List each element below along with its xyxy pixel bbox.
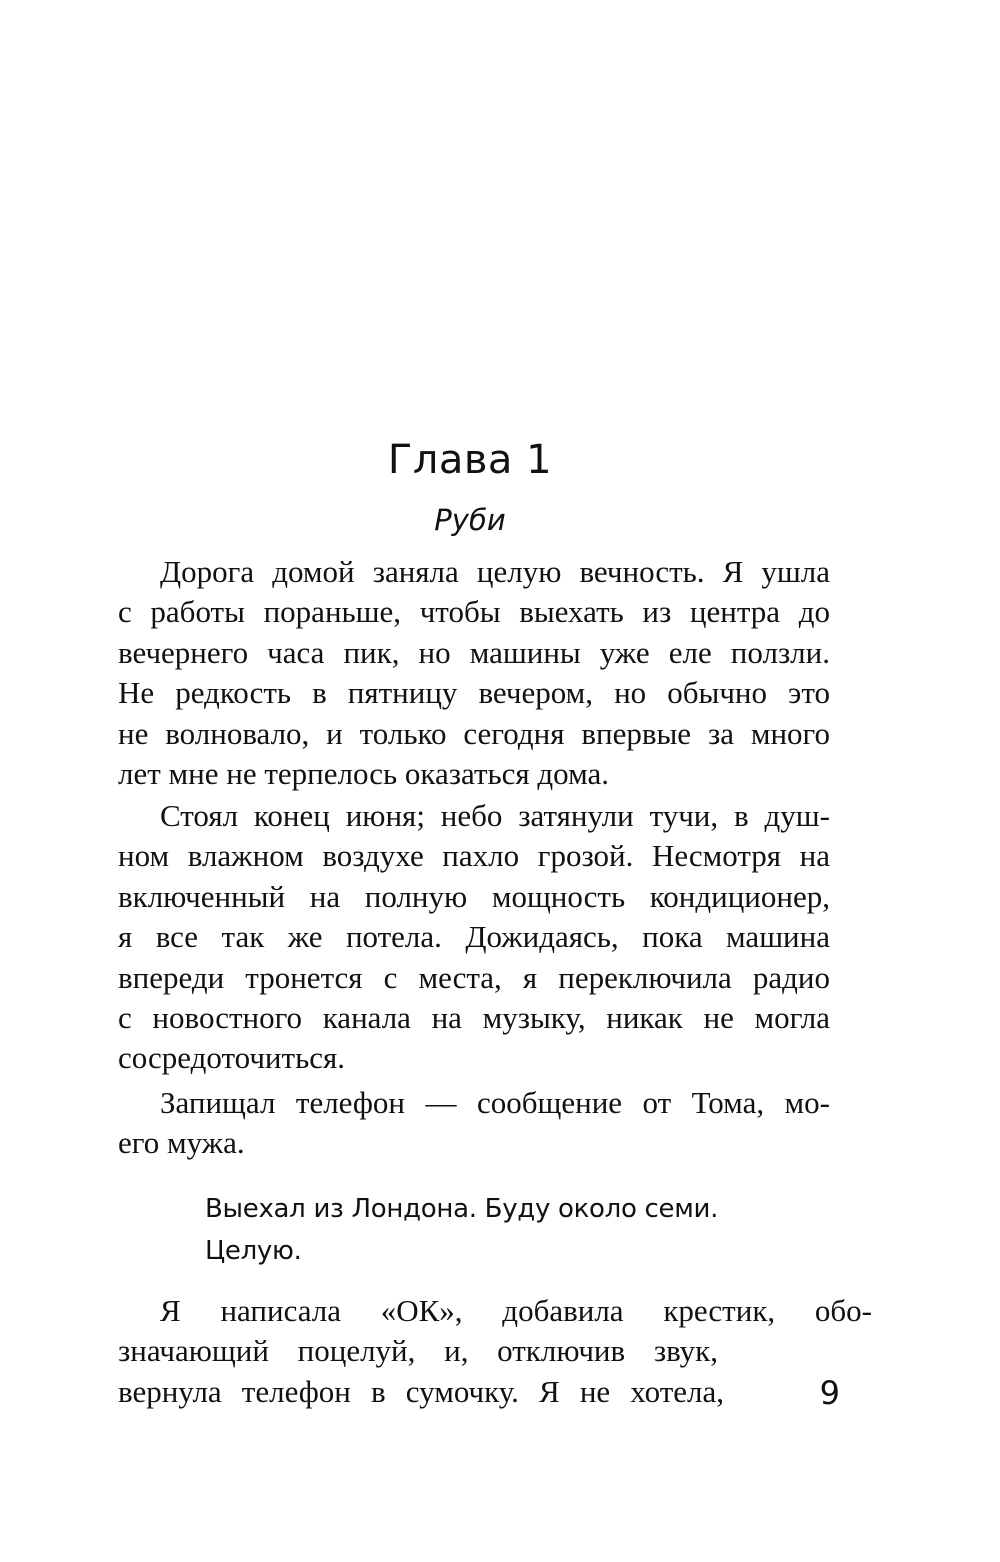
message-line: Выехал из Лондона. Буду около семи. [205, 1194, 719, 1224]
text-line: Не редкость в пятницу вечером, но обычно это [118, 675, 830, 711]
message-line: Целую. [205, 1236, 302, 1266]
chapter-title: Глава 1 [387, 437, 553, 483]
text-line: я все так же потела. Дожидаясь, пока машина [118, 919, 830, 955]
text-message [205, 1188, 745, 1272]
paragraph-2 [118, 796, 830, 1079]
text-line: Дорога домой заняла целую вечность. Я ушла [160, 554, 830, 589]
text-line: с работы пораньше, чтобы выехать из центра до [118, 594, 830, 630]
text-line: его мужа. [118, 1125, 245, 1161]
text-line: с новостного канала на музыку, никак не могла [118, 999, 830, 1035]
text-line: впереди тронется с места, я переключила радио [118, 959, 830, 995]
text-line: не волновало, и только сегодня впервые за много [118, 715, 830, 751]
page-number: 9 [819, 1374, 840, 1412]
text-line: сосредоточиться. [118, 1040, 345, 1076]
text-line: вечернего часа пик, но машины уже еле ползли. [118, 634, 830, 670]
text-line: ном влажном воздухе пахло грозой. Несмотря на [118, 838, 830, 874]
text-line: Запищал телефон — сообщение от Тома, мо- [160, 1085, 830, 1120]
text-line: включенный на полную мощность кондиционер, [118, 878, 830, 914]
paragraph-4 [118, 1291, 872, 1412]
text-line: Стоял конец июня; небо затянули тучи, в душ- [160, 798, 830, 833]
text-line: лет мне не терпелось оказаться дома. [118, 755, 609, 791]
paragraph-1 [118, 552, 830, 794]
paragraph-3 [118, 1083, 830, 1164]
text-line: вернула телефон в сумочку. Я не хотела, [118, 1373, 724, 1409]
text-line: Я написала «ОК», добавила крестик, обо- [160, 1293, 872, 1328]
text-line: значающий поцелуй, и, отключив звук, [118, 1333, 718, 1369]
chapter-subtitle: Руби [434, 503, 506, 537]
